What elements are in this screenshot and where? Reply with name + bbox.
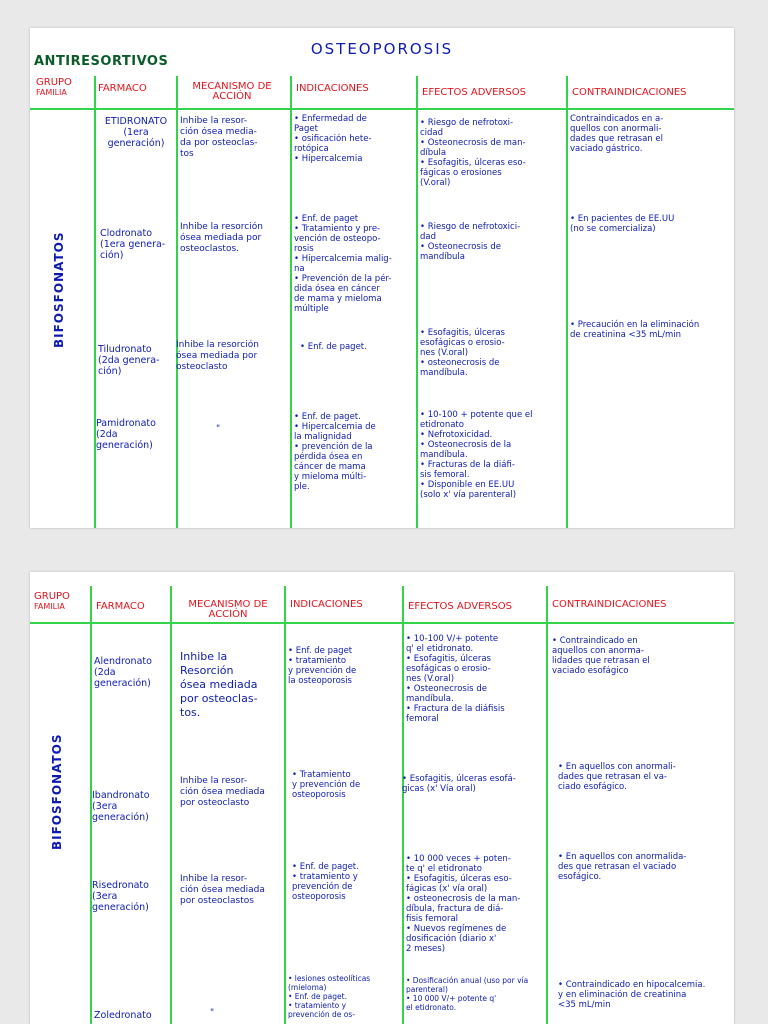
adverse-effects-text: • 10 000 veces + poten- te q' el etidronato • Esofagitis, úlceras eso- fágicas (x' vía oral) • osteonecrosis de la man- díbula, fractura de diá- fisis femoral • Nuevos regímenes de dosificación (diario x' 2 meses) (406, 854, 521, 954)
adverse-effects-text: • Riesgo de nefrotoxi- cidad • Osteonecrosis de man- díbula • Esofagitis, úlceras eso- fágicas o erosiones (V.oral) (420, 118, 526, 188)
adverse-effects-text: • Esofagitis, úlceras esofá- gicas (x' Vía oral) (402, 774, 516, 794)
contraindications-text: • Precaución en la eliminación de creatinina <35 mL/min (570, 320, 700, 340)
contraindications-text: • Contraindicado en aquellos con anorma- lidades que retrasan el vaciado esofágico (552, 636, 650, 676)
indications-text: • Enf. de paget • Tratamiento y pre- vención de osteopo- rosis • Hipercalcemia malig- na • Prevención de la pér- dida ósea en cáncer de mama y mieloma múltiple (294, 214, 392, 314)
adverse-effects-text: • 10-100 V/+ potente q' el etidronato. • Esofagitis, úlceras esofágicas o erosio- nes (V.oral) • Osteonecrosis de mandíbula. • Fractura de la diáfisis femoral (406, 634, 505, 724)
page-title: OSTEOPOROSIS (310, 40, 454, 58)
drug-name: Alendronato (2da generación) (94, 656, 152, 689)
column-divider (566, 76, 568, 528)
adverse-effects-text: • 10-100 + potente que el etidronato • Nefrotoxicidad. • Osteonecrosis de la mandíbula. • Fracturas de la diáfi- sis femoral. • Disponible en EE.UU (solo x' vía parenteral) (420, 410, 533, 500)
drug-name: Tiludronato (2da genera- ción) (98, 344, 160, 377)
header-indications: INDICACIONES (290, 599, 363, 610)
header-drug: FARMACO (96, 601, 145, 612)
mechanism-text: Inhibe la resorción ósea mediada por osteoclastos. (180, 222, 263, 254)
mechanism-text: " (210, 1008, 215, 1018)
indications-text: • Enfermedad de Paget • osificación hete- rotópica • Hipercalcemia (294, 114, 372, 164)
contraindications-text: • En aquellos con anormali- dades que retrasan el va- ciado esofágico. (558, 762, 676, 792)
sheet-2 (30, 572, 734, 1024)
drug-name: Ibandronato (3era generación) (92, 790, 150, 823)
page-subtitle: ANTIRESORTIVOS (34, 54, 169, 69)
indications-text: • Enf. de paget. (300, 342, 367, 352)
indications-text: • lesiones osteolíticas (mieloma) • Enf. de paget. • tratamiento y prevención de os- (288, 974, 371, 1019)
column-divider (416, 76, 418, 528)
mechanism-text: Inhibe la resor- ción ósea mediada por osteoclastos (180, 874, 265, 906)
header-divider (30, 108, 734, 110)
contraindications-text: • En pacientes de EE.UU (no se comercializa) (570, 214, 675, 234)
header-mechanism: MECANISMO DE ACCIÓN (188, 599, 268, 620)
contraindications-text: • En aquellos con anormalida- des que retrasan el vaciado esofágico. (558, 852, 687, 882)
drug-name: Clodronato (1era genera- ción) (100, 228, 166, 261)
header-group: GRUPO FAMILIA (34, 591, 70, 611)
column-divider (290, 76, 292, 528)
column-divider (176, 76, 178, 528)
column-divider (284, 586, 286, 1024)
header-indications: INDICACIONES (296, 83, 369, 94)
mechanism-text: Inhibe la resor- ción ósea media- da por osteoclas- tos (180, 116, 258, 159)
drug-name: Zoledronato (94, 1010, 152, 1021)
indications-text: • Enf. de paget. • Hipercalcemia de la malignidad • prevención de la pérdida ósea en cáncer de mama y mieloma múlti- ple. (294, 412, 376, 492)
column-divider (546, 586, 548, 1024)
adverse-effects-text: • Dosificación anual (uso por vía parenteral) • 10 000 V/+ potente q' el etidronato. (406, 976, 529, 1012)
group-label: BIFOSFONATOS (52, 231, 66, 348)
indications-text: • Enf. de paget • tratamiento y prevención de la osteoporosis (288, 646, 357, 686)
contraindications-text: Contraindicados en a- quellos con anormali- dades que retrasan el vaciado gástrico. (570, 114, 664, 154)
adverse-effects-text: • Riesgo de nefrotoxici- dad • Osteonecrosis de mandíbula (420, 222, 521, 262)
mechanism-text: Inhibe la resor- ción ósea mediada por osteoclasto (180, 776, 265, 808)
indications-text: • Enf. de paget. • tratamiento y prevención de osteoporosis (292, 862, 359, 902)
drug-name: ETIDRONATO (1era generación) (104, 116, 168, 149)
drug-name: Pamidronato (2da generación) (96, 418, 156, 451)
header-drug: FARMACO (98, 83, 147, 94)
sheet-1 (30, 28, 734, 528)
header-contraindications: CONTRAINDICACIONES (572, 87, 687, 98)
mechanism-text: " (216, 424, 221, 434)
column-divider (402, 586, 404, 1024)
header-group: GRUPO FAMILIA (36, 77, 72, 97)
indications-text: • Tratamiento y prevención de osteoporosis (292, 770, 361, 800)
drug-name: Risedronato (3era generación) (92, 880, 149, 913)
column-divider (170, 586, 172, 1024)
contraindications-text: • Contraindicado en hipocalcemia. y en eliminación de creatinina <35 mL/min (558, 980, 706, 1010)
header-contraindications: CONTRAINDICACIONES (552, 599, 667, 610)
adverse-effects-text: • Esofagitis, úlceras esofágicas o erosio- nes (V.oral) • osteonecrosis de mandíbula. (420, 328, 505, 378)
header-adverse: EFECTOS ADVERSOS (422, 87, 526, 98)
mechanism-text: Inhibe la Resorción ósea mediada por osteoclas- tos. (180, 650, 258, 719)
header-divider (30, 622, 734, 624)
group-label: BIFOSFONATOS (50, 733, 64, 850)
mechanism-text: Inhibe la resorción ósea mediada por osteoclasto (176, 340, 259, 372)
header-adverse: EFECTOS ADVERSOS (408, 601, 512, 612)
header-mechanism: MECANISMO DE ACCIÓN (192, 81, 272, 102)
